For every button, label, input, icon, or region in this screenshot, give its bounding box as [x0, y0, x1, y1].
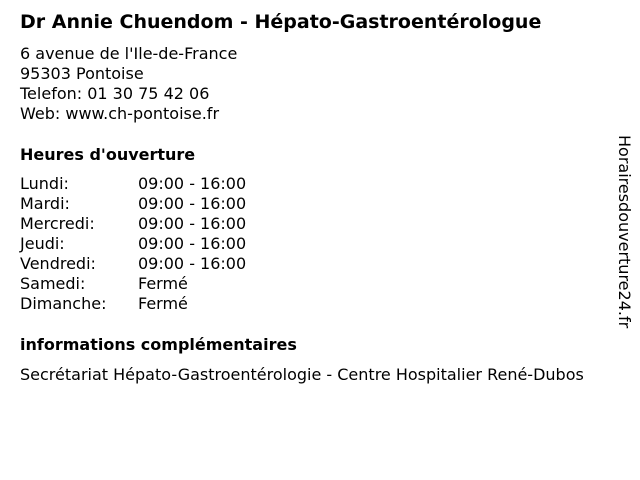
contact-block — [20, 44, 237, 124]
website-link[interactable]: Web: www.ch-pontoise.fr — [20, 104, 220, 123]
page-title: Dr Annie Chuendom - Hépato-Gastroentérologue — [20, 11, 542, 33]
hours-row-thursday — [20, 234, 320, 254]
opening-hours-table — [20, 174, 320, 314]
time-value: 09:00 - 16:00 — [138, 254, 247, 273]
time-value: Fermé — [138, 274, 188, 293]
hours-heading: Heures d'ouverture — [20, 145, 196, 164]
hours-row-monday — [20, 174, 320, 194]
info-heading: informations complémentaires — [20, 335, 297, 354]
address-city: 95303 Pontoise — [20, 64, 144, 83]
hours-row-tuesday — [20, 194, 320, 214]
hours-row-saturday — [20, 274, 320, 294]
time-value: 09:00 - 16:00 — [138, 174, 247, 193]
time-value: 09:00 - 16:00 — [138, 214, 247, 233]
info-text: Secrétariat Hépato-Gastroentérologie - Centre Hospitalier René-Dubos — [20, 365, 584, 384]
hours-row-wednesday — [20, 214, 320, 234]
address-street: 6 avenue de l'Ile-de-France — [20, 44, 238, 63]
day-label: Mercredi: — [20, 214, 95, 233]
day-label: Samedi: — [20, 274, 86, 293]
time-value: 09:00 - 16:00 — [138, 234, 247, 253]
day-label: Vendredi: — [20, 254, 96, 273]
phone-number: Telefon: 01 30 75 42 06 — [20, 84, 210, 103]
day-label: Jeudi: — [20, 234, 65, 253]
hours-row-sunday — [20, 294, 320, 314]
day-label: Dimanche: — [20, 294, 107, 313]
time-value: 09:00 - 16:00 — [138, 194, 247, 213]
brand-watermark: Horairesdouverture24.fr — [615, 135, 634, 329]
hours-row-friday — [20, 254, 320, 274]
day-label: Lundi: — [20, 174, 69, 193]
day-label: Mardi: — [20, 194, 70, 213]
time-value: Fermé — [138, 294, 188, 313]
